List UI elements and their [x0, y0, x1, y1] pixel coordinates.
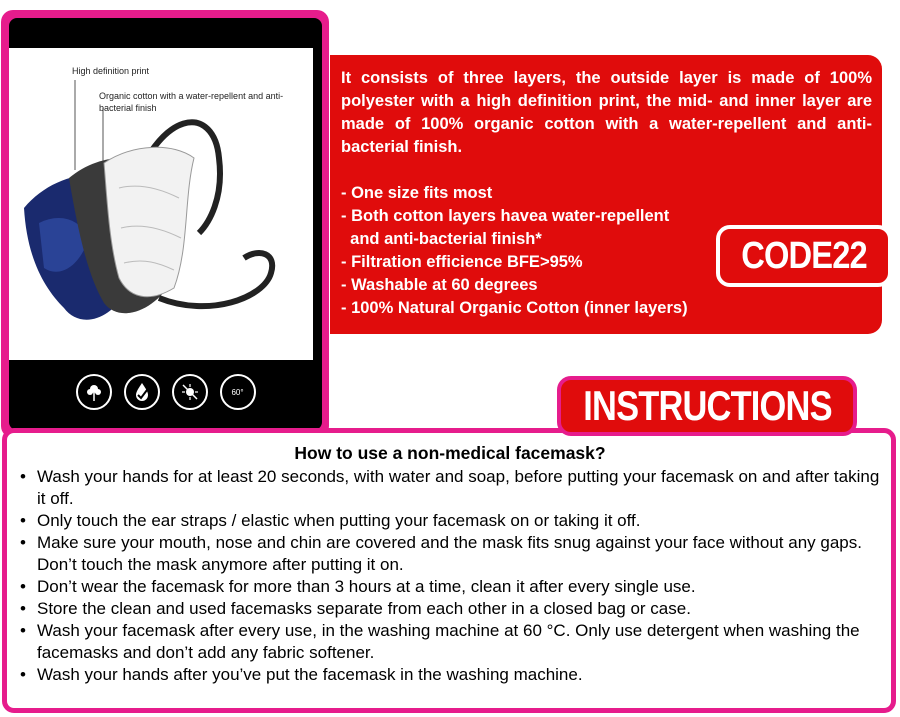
list-item: • Wash your facemask after every use, in the washing machine at 60 °C. Only use detergent when washing the facemasks and don’t add any fabric softener. — [17, 620, 883, 664]
list-item: • Store the clean and used facemasks separate from each other in a closed bag or case. — [17, 598, 883, 620]
product-photo-frame — [1, 10, 329, 438]
callout-print: High definition print — [72, 66, 150, 76]
feature-item: - Both cotton layers havea water-repellent — [341, 207, 670, 225]
instructions-badge-text: INSTRUCTIONS — [582, 382, 832, 429]
feature-item: - Filtration efficience BFE>95% — [341, 253, 583, 271]
anti-bacterial-icon — [172, 374, 208, 410]
instructions-title: How to use a non-medical facemask? — [294, 443, 606, 463]
list-item: • Wash your hands after you’ve put the facemask in the washing machine. — [17, 664, 883, 686]
water-repellent-icon — [124, 374, 160, 410]
product-photo-background — [9, 48, 313, 360]
feature-badges — [9, 374, 322, 414]
list-item: • Wash your hands for at least 20 seconds, with water and soap, before putting your facemask on and after taking it off. — [17, 466, 883, 510]
description-paragraph: It consists of three layers, the outside layer is made of 100% polyester with a high definition print, the mid- and inner layer are made of 100% organic cotton with a water-repellent and anti-bacterial finish. — [341, 69, 872, 156]
wash-60-icon — [220, 374, 256, 410]
feature-item: and anti-bacterial finish* — [341, 230, 542, 248]
feature-item: - One size fits most — [341, 184, 493, 202]
discount-code-badge — [716, 225, 892, 287]
instructions-panel — [2, 428, 896, 713]
discount-code-text: CODE22 — [741, 234, 867, 277]
organic-cotton-icon — [76, 374, 112, 410]
wash-60-label: 60° — [231, 387, 244, 397]
list-item: • Only touch the ear straps / elastic when putting your facemask on or taking it off. — [17, 510, 883, 532]
instructions-badge — [557, 376, 857, 436]
list-item: • Make sure your mouth, nose and chin are covered and the mask fits snug against your face without any gaps. Don’t touch the mask anymore after putting it on. — [17, 532, 883, 576]
instructions-list — [17, 466, 883, 686]
product-photo — [9, 18, 322, 430]
feature-item: - Washable at 60 degrees — [341, 276, 538, 294]
callout-cotton: Organic cotton with a water-repellent and anti-bacterial finish — [99, 91, 284, 113]
feature-item: - 100% Natural Organic Cotton (inner layers) — [341, 299, 688, 317]
list-item: • Don’t wear the facemask for more than 3 hours at a time, clean it after every single use. — [17, 576, 883, 598]
description-box — [330, 55, 882, 334]
